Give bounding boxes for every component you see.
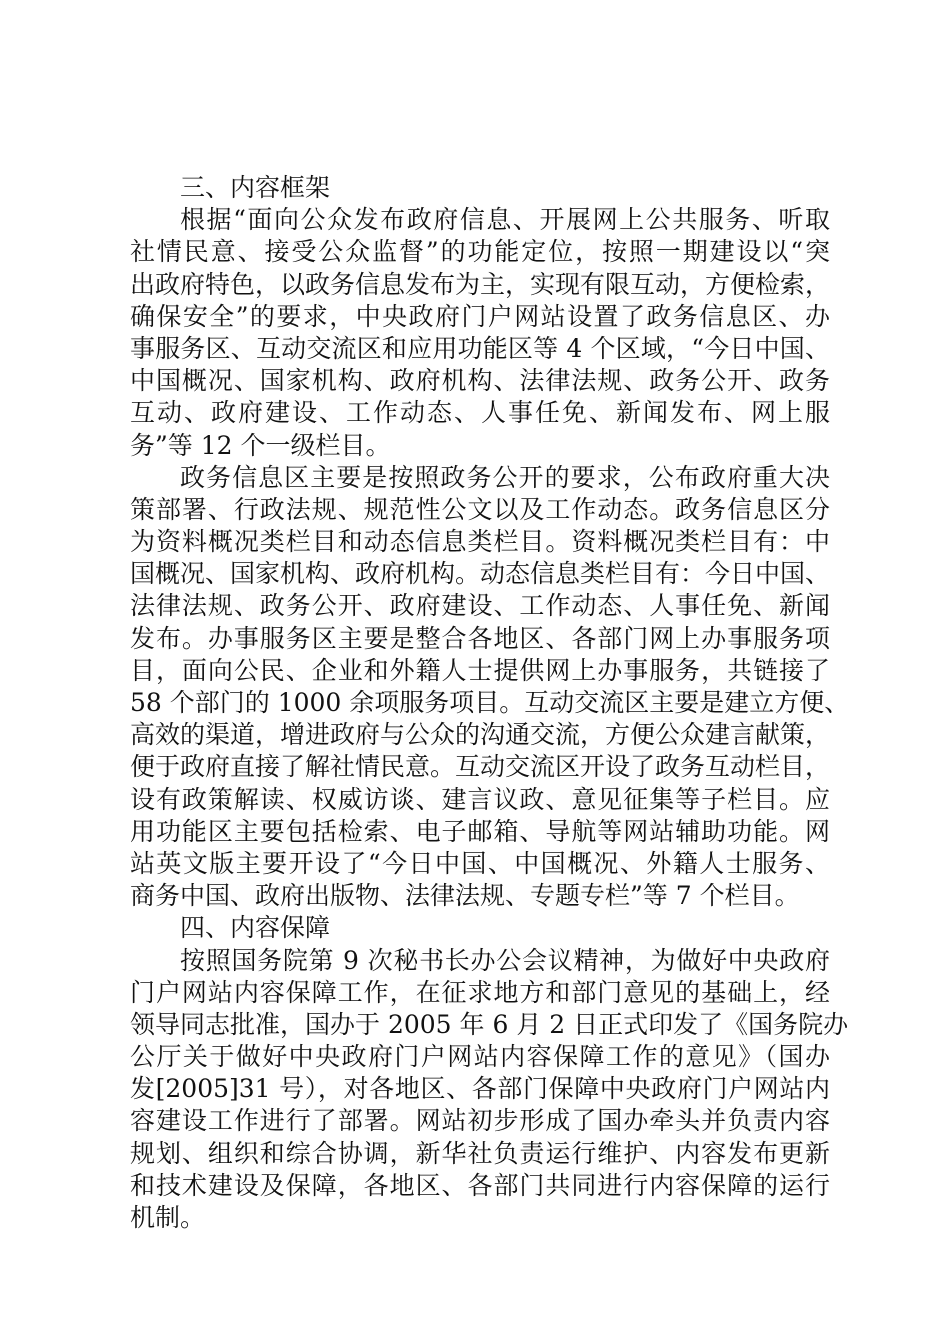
para2-line-5: 法律法规、政务公开、政府建设、工作动态、人事任免、新闻 [130,591,830,621]
para2-line-2: 策部署、行政法规、规范性公文以及工作动态。政务信息区分 [130,494,830,524]
para3-line-6: 容建设工作进行了部署。网站初步形成了国办牵头并负责内容 [130,1106,830,1136]
para1-line-6: 中国概况、国家机构、政府机构、法律法规、政务公开、政务 [130,366,830,396]
para1-line-5: 事服务区、互动交流区和应用功能区等 4 个区域，“今日中国、 [130,333,830,363]
section-heading-4: 四、内容保障 [180,913,331,943]
para1-line-4: 确保安全”的要求，中央政府门户网站设置了政务信息区、办 [130,301,830,331]
para2-line-6: 发布。办事服务区主要是整合各地区、各部门网上办事服务项 [130,623,830,653]
para3-line-4: 公厅关于做好中央政府门户网站内容保障工作的意见》（国办 [130,1042,830,1072]
para2-line-7: 目，面向公民、企业和外籍人士提供网上办事服务，共链接了 [130,655,830,685]
para2-line-12: 用功能区主要包括检索、电子邮箱、导航等网站辅助功能。网 [130,816,830,846]
para1-line-8: 务”等 12 个一级栏目。 [130,430,391,460]
para3-line-7: 规划、组织和综合协调，新华社负责运行维护、内容发布更新 [130,1138,830,1168]
para1-line-1: 根据“面向公众发布政府信息、开展网上公共服务、听取 [180,205,830,235]
para2-line-11: 设有政策解读、权威访谈、建言议政、意见征集等子栏目。应 [130,784,830,814]
para2-line-3: 为资料概况类栏目和动态信息类栏目。资料概况类栏目有：中 [130,527,830,557]
document-body [130,172,850,1234]
para2-line-9: 高效的渠道，增进政府与公众的沟通交流，方便公众建言献策， [130,720,831,750]
para2-line-10: 便于政府直接了解社情民意。互动交流区开设了政务互动栏目， [130,752,831,782]
para2-line-14: 商务中国、政府出版物、法律法规、专题专栏”等 7 个栏目。 [130,881,800,911]
para1-line-2: 社情民意、接受公众监督”的功能定位，按照一期建设以“突 [130,237,830,267]
section-heading-3: 三、内容框架 [180,173,331,202]
para3-line-8: 和技术建设及保障，各地区、各部门共同进行内容保障的运行 [130,1170,830,1200]
para3-line-2: 门户网站内容保障工作，在征求地方和部门意见的基础上，经 [130,977,830,1007]
para2-line-4: 国概况、国家机构、政府机构。动态信息类栏目有：今日中国、 [130,559,831,589]
para3-line-3: 领导同志批准，国办于 2005 年 6 月 2 日正式印发了《国务院办 [130,1009,849,1039]
para2-line-1: 政务信息区主要是按照政务公开的要求，公布政府重大决 [180,462,830,492]
para3-line-5: 发[2005]31 号），对各地区、各部门保障中央政府门户网站内 [130,1074,830,1104]
para1-line-3: 出政府特色，以政务信息发布为主，实现有限互动，方便检索， [130,269,831,299]
para3-line-9: 机制。 [130,1203,206,1232]
para1-line-7: 互动、政府建设、工作动态、人事任免、新闻发布、网上服 [130,398,830,428]
para2-line-13: 站英文版主要开设了“今日中国、中国概况、外籍人士服务、 [130,848,830,878]
para3-line-1: 按照国务院第 9 次秘书长办公会议精神，为做好中央政府 [180,945,830,975]
para2-line-8: 58 个部门的 1000 余项服务项目。互动交流区主要是建立方便、 [130,688,850,717]
